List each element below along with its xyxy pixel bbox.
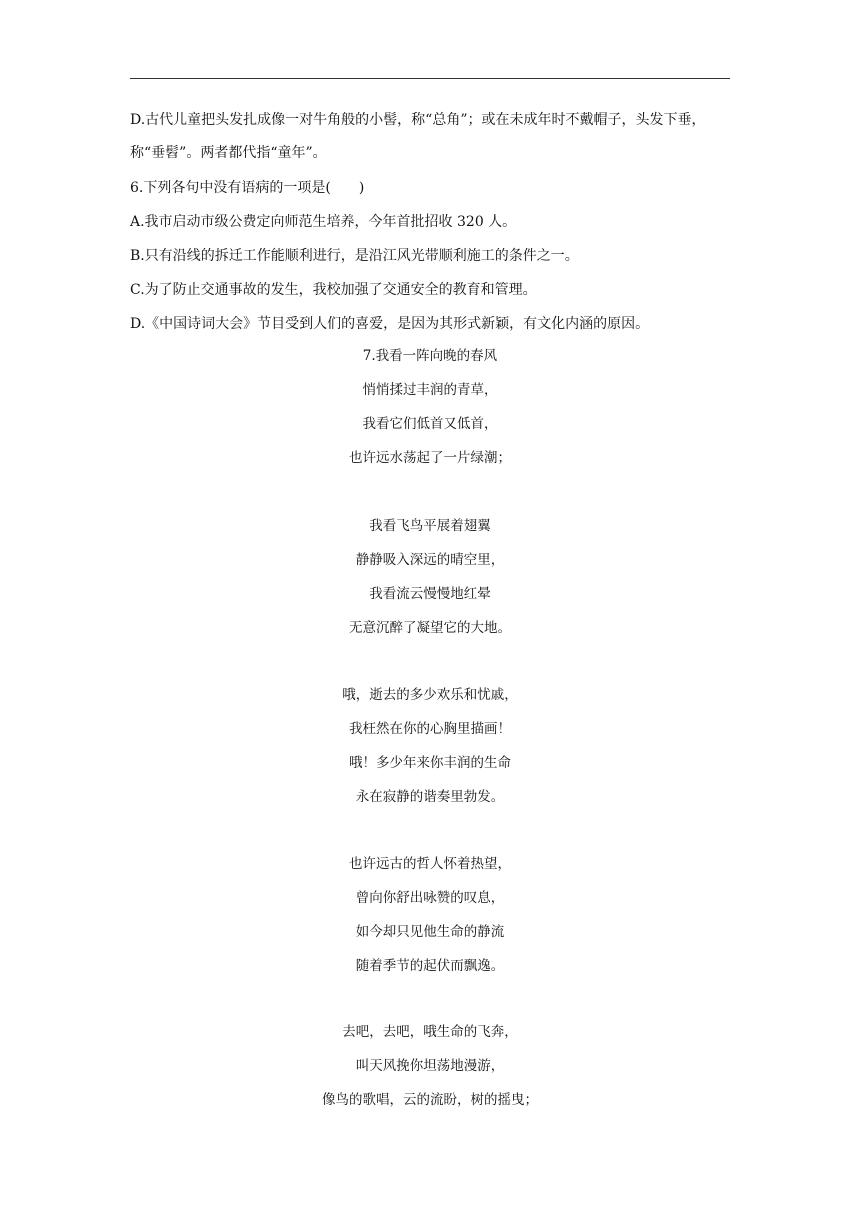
q6-option-c: C.为了防止交通事故的发生，我校加强了交通安全的教育和管理。 (130, 282, 537, 298)
poem-line: 我枉然在你的心胸里描画！ (349, 721, 511, 737)
poem-line: 我看飞鸟平展着翅翼 (369, 518, 491, 534)
poem-line: 曾向你舒出咏赞的叹息， (355, 890, 505, 906)
poem-line: 我看它们低首又低首， (362, 416, 498, 432)
poem-line: 也许远水荡起了一片绿潮； (349, 450, 511, 466)
poem-line: 7.我看一阵向晚的春风 (362, 348, 498, 364)
poem-line: 如今却只见他生命的静流 (355, 924, 505, 940)
poem-line: 永在寂静的谐奏里勃发。 (355, 789, 505, 805)
q6-stem: 6.下列各句中没有语病的一项是( ) (130, 180, 365, 196)
poem-line: 我看流云慢慢地红晕 (369, 586, 491, 602)
poem-line: 静静吸入深远的晴空里， (355, 552, 505, 568)
poem-line: 哦！多少年来你丰润的生命 (349, 755, 511, 771)
poem-line: 无意沉醉了凝望它的大地。 (349, 620, 511, 636)
poem-line: 哦，逝去的多少欢乐和忧戚， (342, 687, 518, 703)
poem-line: 像鸟的歌唱，云的流盼，树的摇曳； (322, 1092, 538, 1108)
q5-option-d: D.古代儿童把头发扎成像一对牛角般的小髻，称“总角”；或在未成年时不戴帽子，头发下垂，称“垂髫”。两者都代指“童年”。 (130, 112, 706, 161)
poem-line: 悄悄揉过丰润的青草， (362, 382, 498, 398)
q6-option-d: D.《中国诗词大会》节目受到人们的喜爱，是因为其形式新颖，有文化内涵的原因。 (130, 316, 650, 332)
q6-option-b: B.只有沿线的拆迁工作能顺利进行，是沿江风光带顺利施工的条件之一。 (130, 248, 579, 264)
poem-line: 随着季节的起伏而飘逸。 (355, 958, 505, 974)
poem-line: 也许远古的哲人怀着热望， (349, 856, 511, 872)
q6-option-a: A.我市启动市级公费定向师范生培养，今年首批招收 320 人。 (130, 214, 517, 230)
poem-line: 去吧，去吧，哦生命的飞奔， (342, 1024, 518, 1040)
header-rule (130, 78, 730, 79)
poem-line: 叫天风挽你坦荡地漫游， (355, 1058, 505, 1074)
